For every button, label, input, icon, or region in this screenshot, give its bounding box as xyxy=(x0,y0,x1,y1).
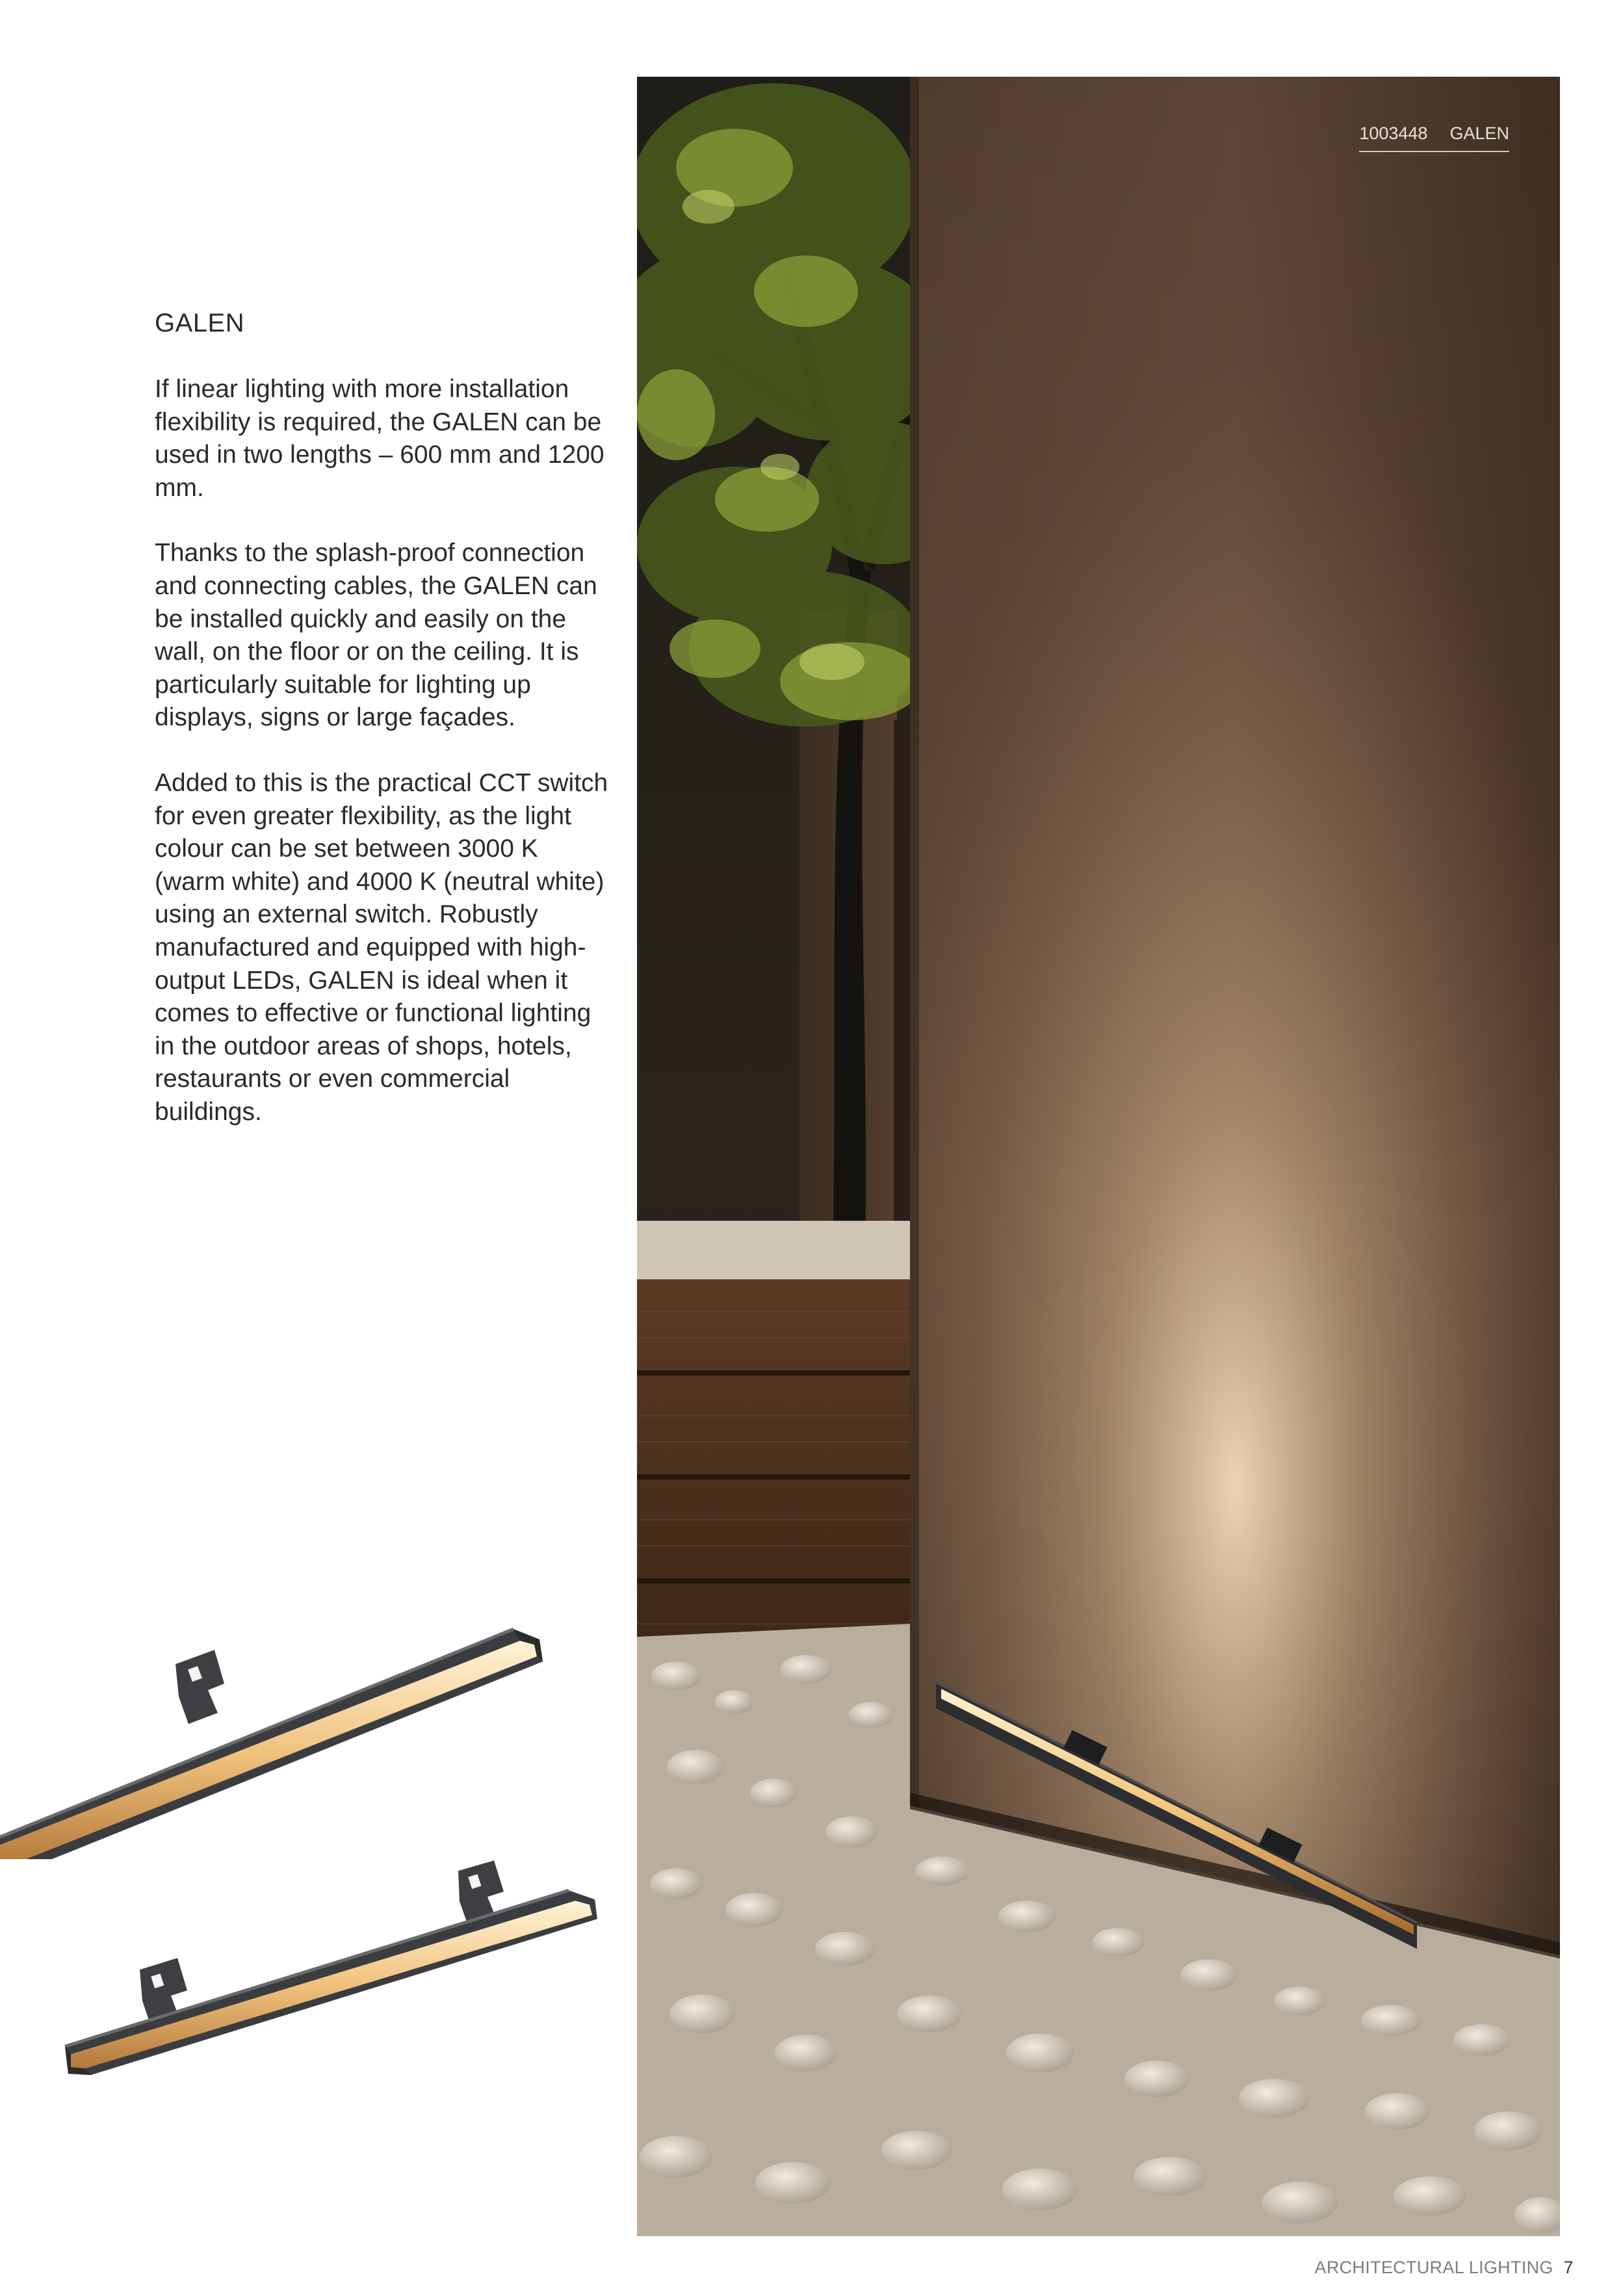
photo-caption-tag xyxy=(1359,124,1509,152)
product-image-1200mm xyxy=(0,1599,559,1859)
photo-illustration xyxy=(637,77,1560,2236)
installation-photo xyxy=(637,77,1560,2236)
page-number: 7 xyxy=(1563,2258,1574,2277)
article-heading: GALEN xyxy=(155,309,245,337)
page-footer xyxy=(0,2257,1574,2278)
footer-section: ARCHITECTURAL LIGHTING xyxy=(1314,2258,1553,2277)
paragraph-cct-switch: Added to this is the practical CCT switch for even greater flexibility, as the light colour can be set between 3000 K (warm white) and 4000 K (neutral white) using an external switch. Robustly manufactured and equipped with high-output LEDs, GALEN is ideal when it comes to effective or functional lighting in the outdoor areas of shops, hotels, restaurants or even commercial buildings. xyxy=(155,768,608,1126)
article-text xyxy=(155,307,610,1161)
product-image-600mm xyxy=(62,1846,608,2087)
caption-product-name: GALEN xyxy=(1449,124,1509,143)
paragraph-installation: Thanks to the splash-proof connection and connecting cables, the GALEN can be installed quickly and easily on the wall, on the floor or on the ceiling. It is particularly suitable for lighting up displays, signs or large façades. xyxy=(155,539,597,732)
article-number: 1003448 xyxy=(1359,124,1428,143)
paragraph-lengths: If linear lighting with more installation flexibility is required, the GALEN can be used in two lengths – 600 mm and 1200 mm. xyxy=(155,375,604,502)
